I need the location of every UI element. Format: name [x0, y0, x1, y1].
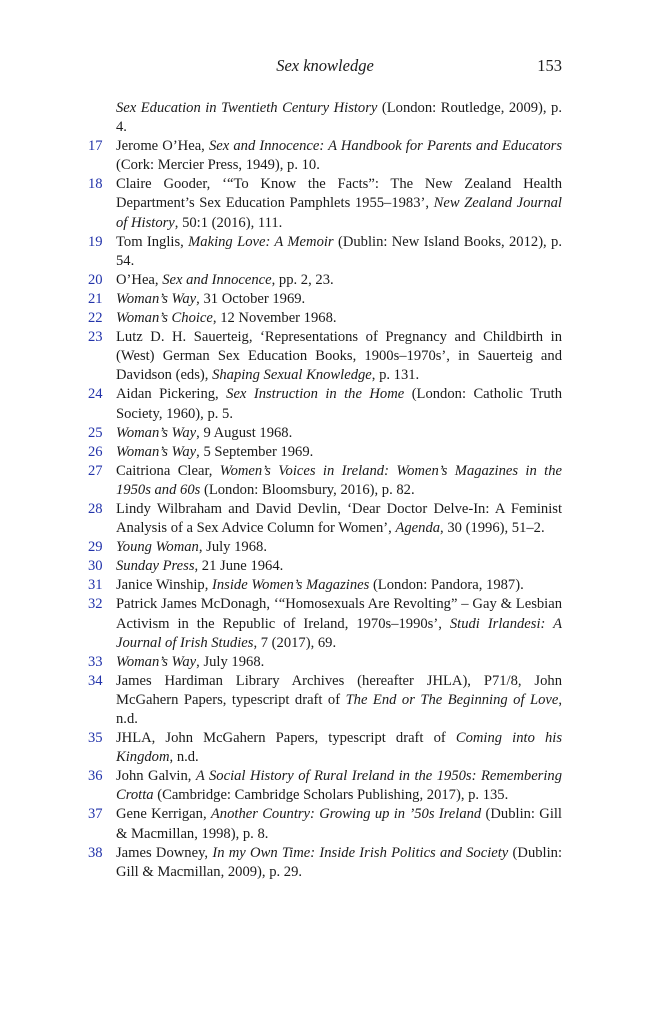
- endnote-text: [116, 577, 524, 593]
- endnote: [88, 538, 562, 557]
- endnote-text-segment: (London: Routledge, 2009), p. 4.: [116, 100, 562, 136]
- endnote-number-link[interactable]: 21: [88, 290, 103, 307]
- endnote-text: [116, 558, 283, 574]
- endnote-text: [116, 386, 562, 421]
- endnote: [88, 767, 562, 805]
- running-head: Sex knowledge: [276, 56, 374, 75]
- endnote: [88, 175, 562, 232]
- endnote-italic-title: A Social History of Rural Ireland in the 1950s: Remembering Crotta: [116, 768, 562, 804]
- endnote-text-segment: Gene Kerrigan,: [116, 806, 211, 823]
- page-header: [88, 56, 562, 80]
- endnote-text-segment: Lindy Wilbraham and David Devlin, ‘Dear Doctor Delve-In: A Feminist Analysis of a Sex Advice Column for Women’,: [116, 500, 562, 537]
- endnote-text: [116, 138, 562, 173]
- endnote-text-segment: , 21 June 1964.: [194, 558, 284, 575]
- endnote-text: [116, 845, 562, 880]
- endnote-text: [116, 654, 264, 670]
- endnote-text: [116, 444, 313, 460]
- endnote-text-segment: , 50:1 (2016), 111.: [174, 214, 283, 231]
- endnote-text-segment: , n.d.: [116, 691, 562, 727]
- endnote-text-segment: Jerome O’Hea,: [116, 138, 209, 155]
- endnote: [88, 805, 562, 843]
- endnote: [88, 443, 562, 462]
- endnote: [88, 653, 562, 672]
- endnote-text-segment: Aidan Pickering,: [116, 386, 227, 403]
- endnote-italic-title: Sunday Press: [116, 558, 195, 575]
- endnote-italic-title: Shaping Sexual Knowledge: [212, 367, 372, 384]
- endnote: [88, 672, 562, 729]
- endnote-text: [116, 291, 305, 307]
- endnote-italic-title: Woman’s Choice: [116, 310, 213, 327]
- endnote-text: [116, 425, 292, 441]
- endnote-number-link[interactable]: 26: [88, 443, 103, 460]
- endnote-number-link[interactable]: 35: [88, 730, 103, 747]
- endnote-text-segment: (Cork: Mercier Press, 1949), p. 10.: [116, 157, 320, 174]
- endnote-number-link[interactable]: 36: [88, 768, 103, 785]
- endnote-number-link[interactable]: 31: [88, 577, 103, 594]
- endnote-number-link[interactable]: 37: [88, 806, 103, 823]
- endnote-number-link[interactable]: 17: [88, 138, 103, 155]
- endnote-text-segment: (London: Catholic Truth Society, 1960), p. 5.: [116, 386, 562, 422]
- endnote-text: [116, 673, 562, 727]
- endnote: [88, 462, 562, 500]
- endnote-text-segment: , 7 (2017), 69.: [253, 634, 337, 651]
- endnote-number-link[interactable]: 18: [88, 176, 103, 193]
- endnote-text-segment: John Galvin,: [116, 768, 196, 785]
- endnote-text: [116, 176, 562, 230]
- endnote-text: [116, 730, 562, 765]
- endnote-text: [116, 539, 267, 555]
- endnote-text: [116, 272, 334, 288]
- endnote-text: [116, 501, 562, 536]
- endnote: [88, 844, 562, 882]
- endnote-text-segment: (Dublin: New Island Books, 2012), p. 54.: [116, 233, 562, 269]
- endnote-text-segment: James Hardiman Library Archives (hereafter JHLA), P71/8, John McGahern Papers, typescript draft of: [116, 672, 562, 708]
- endnote-italic-title: Agenda: [395, 520, 441, 537]
- endnote-number-link[interactable]: 29: [88, 539, 103, 556]
- endnote-number-link[interactable]: 27: [88, 462, 103, 479]
- endnote-text-segment: (Dublin: Gill & Macmillan, 2009), p. 29.: [116, 844, 562, 880]
- endnote-text-segment: , July 1968.: [196, 653, 265, 670]
- endnote-text-segment: Caitriona Clear,: [116, 462, 220, 479]
- endnote-number-link[interactable]: 33: [88, 653, 103, 670]
- endnote: [88, 424, 562, 443]
- endnote-italic-title: Studi Irlandesi: A Journal of Irish Studies: [116, 615, 562, 651]
- endnote-text: [116, 806, 562, 841]
- endnote-text-segment: (Cambridge: Cambridge Scholars Publishing, 2017), p. 135.: [153, 787, 509, 804]
- endnote-text-segment: Claire Gooder, ‘“To Know the Facts”: The New Zealand Health Department’s Sex Education Pamphlets 1955–1983’,: [116, 176, 562, 212]
- endnote-text: [116, 329, 562, 383]
- endnote-text-segment: , n.d.: [169, 749, 199, 766]
- endnote-text-segment: , 5 September 1969.: [196, 443, 314, 460]
- endnote: [88, 233, 562, 271]
- endnote-number-link[interactable]: 38: [88, 844, 103, 861]
- endnote-italic-title: Sex Education in Twentieth Century History: [116, 100, 378, 116]
- endnotes-list: [88, 99, 562, 882]
- endnote-italic-title: Another Country: Growing up in ’50s Ireland: [210, 806, 482, 823]
- endnote-text: [116, 463, 562, 498]
- endnote: [88, 385, 562, 423]
- endnote-italic-title: In my Own Time: Inside Irish Politics and Society: [212, 844, 509, 861]
- endnote-number-link[interactable]: 30: [88, 558, 103, 575]
- endnote-italic-title: Woman’s Way: [116, 290, 197, 307]
- endnote-text-segment: James Downey,: [116, 844, 213, 861]
- endnote-number-link[interactable]: 23: [88, 329, 103, 346]
- endnote-italic-title: New Zealand Journal of History: [116, 195, 562, 231]
- endnote-text: [116, 100, 562, 135]
- endnote-text-segment: (London: Bloomsbury, 2016), p. 82.: [200, 481, 415, 498]
- endnote-italic-title: Coming into his Kingdom: [116, 730, 563, 766]
- endnote-text-segment: Lutz D. H. Sauerteig, ‘Representations of Pregnancy and Childbirth in (West) German Sex Education Books, 1900s–1970s’, in Sauerteig and Davidson (eds),: [116, 329, 562, 384]
- endnote: [88, 309, 562, 328]
- endnote: [88, 271, 562, 290]
- endnote-text-segment: , 31 October 1969.: [196, 290, 306, 307]
- endnote-text-segment: (London: Pandora, 1987).: [369, 577, 524, 594]
- endnote-text-segment: , pp. 2, 23.: [271, 271, 334, 288]
- endnote-number-link[interactable]: 19: [88, 233, 103, 250]
- endnote-italic-title: Inside Women’s Magazines: [212, 577, 370, 594]
- endnote-text: [116, 596, 562, 650]
- endnote-italic-title: Young Woman: [116, 539, 199, 556]
- endnote: [88, 595, 562, 652]
- endnote-number-link[interactable]: 34: [88, 672, 103, 689]
- endnote-italic-title: Woman’s Way: [116, 424, 197, 441]
- endnote-italic-title: Woman’s Way: [116, 653, 197, 670]
- endnote-text-segment: , July 1968.: [198, 539, 267, 556]
- endnote-italic-title: Making Love: A Memoir: [188, 233, 334, 250]
- endnote: [88, 99, 562, 137]
- endnote: [88, 137, 562, 175]
- page-number: 153: [537, 56, 562, 75]
- endnote-number-link[interactable]: 32: [88, 596, 103, 613]
- endnote-italic-title: Sex and Innocence: [162, 271, 272, 288]
- endnote-italic-title: Sex Instruction in the Home: [226, 386, 405, 403]
- endnote-text-segment: Tom Inglis,: [116, 233, 189, 250]
- endnote-text-segment: Patrick James McDonagh, ‘“Homosexuals Are Revolting” – Gay & Lesbian Activism in the Republic of Ireland, 1970s–1990s’,: [116, 596, 562, 632]
- endnote-number-link[interactable]: 25: [88, 424, 103, 441]
- endnote: [88, 328, 562, 385]
- endnote-text: [116, 234, 562, 269]
- endnote-italic-title: Sex and Innocence: A Handbook for Parents and Educators: [208, 138, 562, 155]
- endnote-text-segment: , p. 131.: [371, 367, 420, 384]
- endnote-text: [116, 768, 562, 803]
- endnote-number-link[interactable]: 28: [88, 500, 103, 517]
- endnote-text-segment: JHLA, John McGahern Papers, typescript draft of: [116, 730, 456, 747]
- endnote: [88, 576, 562, 595]
- endnote-text-segment: , 9 August 1968.: [196, 424, 293, 441]
- endnote-text-segment: O’Hea,: [116, 271, 163, 288]
- endnote-text-segment: (Dublin: Gill & Macmillan, 1998), p. 8.: [116, 806, 562, 842]
- endnote-text-segment: , 12 November 1968.: [212, 310, 337, 327]
- endnote-text: [116, 310, 337, 326]
- endnote: [88, 290, 562, 309]
- endnote-text-segment: Janice Winship,: [116, 577, 213, 594]
- endnote-number-link[interactable]: 22: [88, 310, 103, 327]
- endnote: [88, 500, 562, 538]
- endnote-italic-title: Women’s Voices in Ireland: Women’s Magazines in the 1950s and 60s: [116, 462, 562, 498]
- endnote-italic-title: The End or The Beginning of Love: [345, 691, 559, 708]
- endnote-number-link[interactable]: 24: [88, 386, 103, 403]
- endnote-number-link[interactable]: 20: [88, 271, 103, 288]
- endnote-text-segment: , 30 (1996), 51–2.: [440, 520, 545, 537]
- endnote-italic-title: Woman’s Way: [116, 443, 197, 460]
- endnote: [88, 729, 562, 767]
- endnote: [88, 557, 562, 576]
